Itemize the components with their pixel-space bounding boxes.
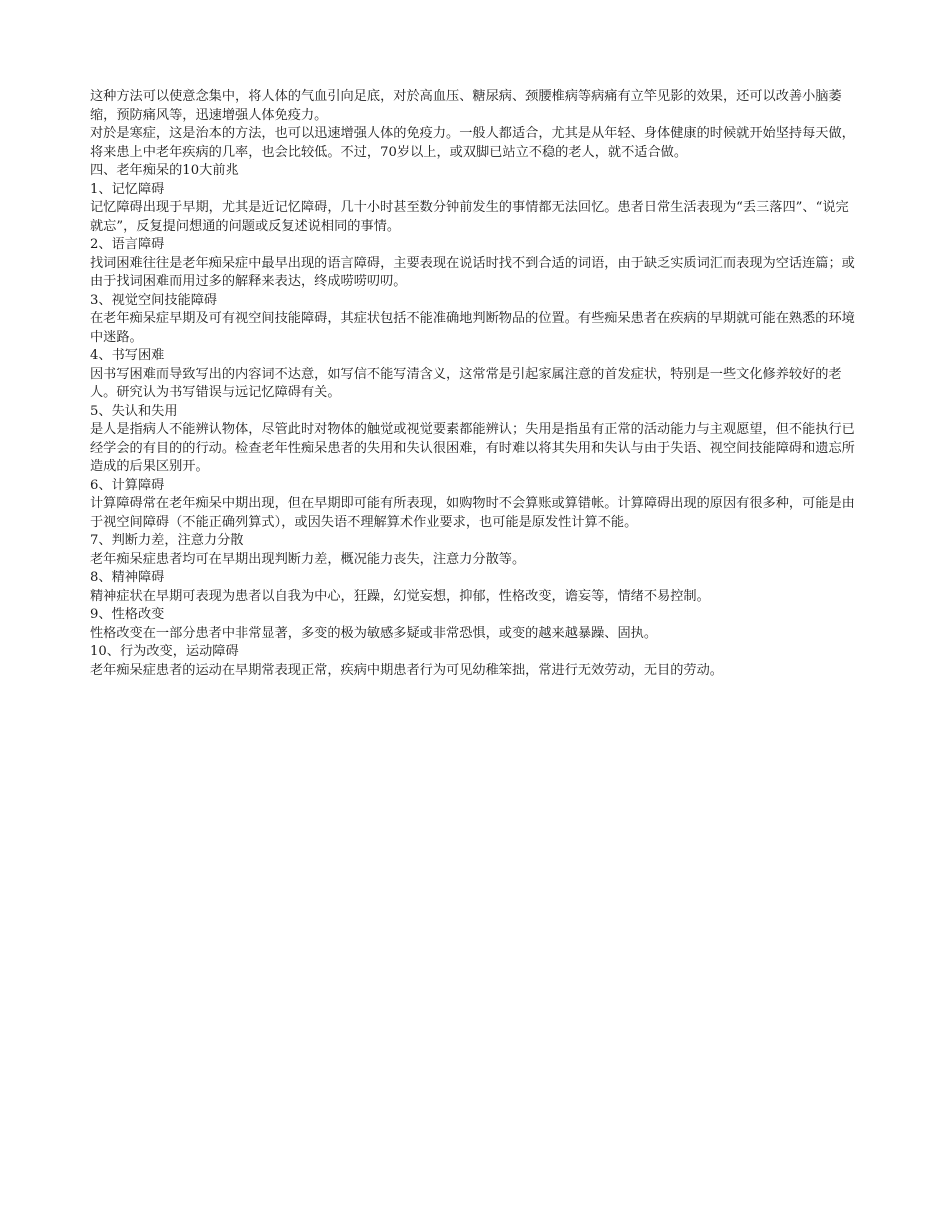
document-page [90,88,860,680]
item-heading-7: 7、判断力差，注意力分散 [90,533,244,548]
item-body-5: 是人是指病人不能辨认物体，尽管此时对物体的触觉或视觉要素都能辨认；失用是指虽有正常的活动能力与主观愿望，但不能执行已经学会的有目的的行动。检查老年性痴呆患者的失用和失认很困难，有时难以将其失用和失认与由于失语、视空间技能障碍和遗忘所造成的后果区别开。 [90,422,855,474]
item-body-2: 找词困难往往是老年痴呆症中最早出现的语言障碍，主要表现在说话时找不到合适的词语，由于缺乏实质词汇而表现为空话连篇；或由于找词困难而用过多的解释来表达，终成唠唠叨叨。 [90,255,855,289]
intro-paragraph-2: 对於是寒症，这是治本的方法，也可以迅速增强人体的免疫力。一般人都适合，尤其是从年轻、身体健康的时候就开始坚持每天做，将来患上中老年疾病的几率，也会比较低。不过，70岁以上，或双脚已站立不稳的老人，就不适合做。 [90,126,855,160]
intro-paragraph-1: 这种方法可以使意念集中，将人体的气血引向足底，对於高血压、糖尿病、颈腰椎病等病痛有立竿见影的效果，还可以改善小脑萎缩，预防痛风等，迅速增强人体免疫力。 [90,89,842,123]
item-body-7: 老年痴呆症患者均可在早期出现判断力差，概况能力丧失，注意力分散等。 [90,551,526,567]
item-heading-4: 4、书写困难 [90,348,165,363]
item-body-3: 在老年痴呆症早期及可有视空间技能障碍，其症状包括不能准确地判断物品的位置。有些痴呆患者在疾病的早期就可能在熟悉的环境中迷路。 [90,311,855,345]
item-heading-2: 2、语言障碍 [90,237,165,252]
item-body-8: 精神症状在早期可表现为患者以自我为中心，狂躁，幻觉妄想，抑郁，性格改变，谵妄等，情绪不易控制。 [90,588,710,604]
item-body-6: 计算障碍常在老年痴呆中期出现，但在早期即可能有所表现，如购物时不会算账或算错帐。计算障碍出现的原因有很多种，可能是由于视空间障碍（不能正确列算式），或因失语不理解算术作业要求，也可能是原发性计算不能。 [90,496,855,530]
item-heading-1: 1、记忆障碍 [90,181,165,197]
item-heading-9: 9、性格改变 [90,607,165,622]
item-heading-8: 8、精神障碍 [90,570,165,585]
section-title: 四、老年痴呆的10大前兆 [90,163,239,178]
item-heading-10: 10、行为改变，运动障碍 [90,644,239,659]
item-body-9: 性格改变在一部分患者中非常显著，多变的极为敏感多疑或非常恐惧，或变的越来越暴躁、固执。 [90,625,658,641]
item-heading-3: 3、视觉空间技能障碍 [90,292,218,308]
item-body-10: 老年痴呆症患者的运动在早期常表现正常，疾病中期患者行为可见幼稚笨拙，常进行无效劳动，无目的劳动。 [90,662,723,678]
item-body-1: 记忆障碍出现于早期，尤其是近记忆障碍，几十小时甚至数分钟前发生的事情都无法回忆。患者日常生活表现为“丢三落四”、“说完就忘”，反复提问想通的问题或反复述说相同的事情。 [90,200,849,234]
item-heading-6: 6、计算障碍 [90,477,165,493]
item-body-4: 因书写困难而导致写出的内容词不达意，如写信不能写清含义，这常常是引起家属注意的首发症状，特别是一些文化修养较好的老人。研究认为书写错误与远记忆障碍有关。 [90,366,842,400]
item-heading-5: 5、失认和失用 [90,403,178,419]
